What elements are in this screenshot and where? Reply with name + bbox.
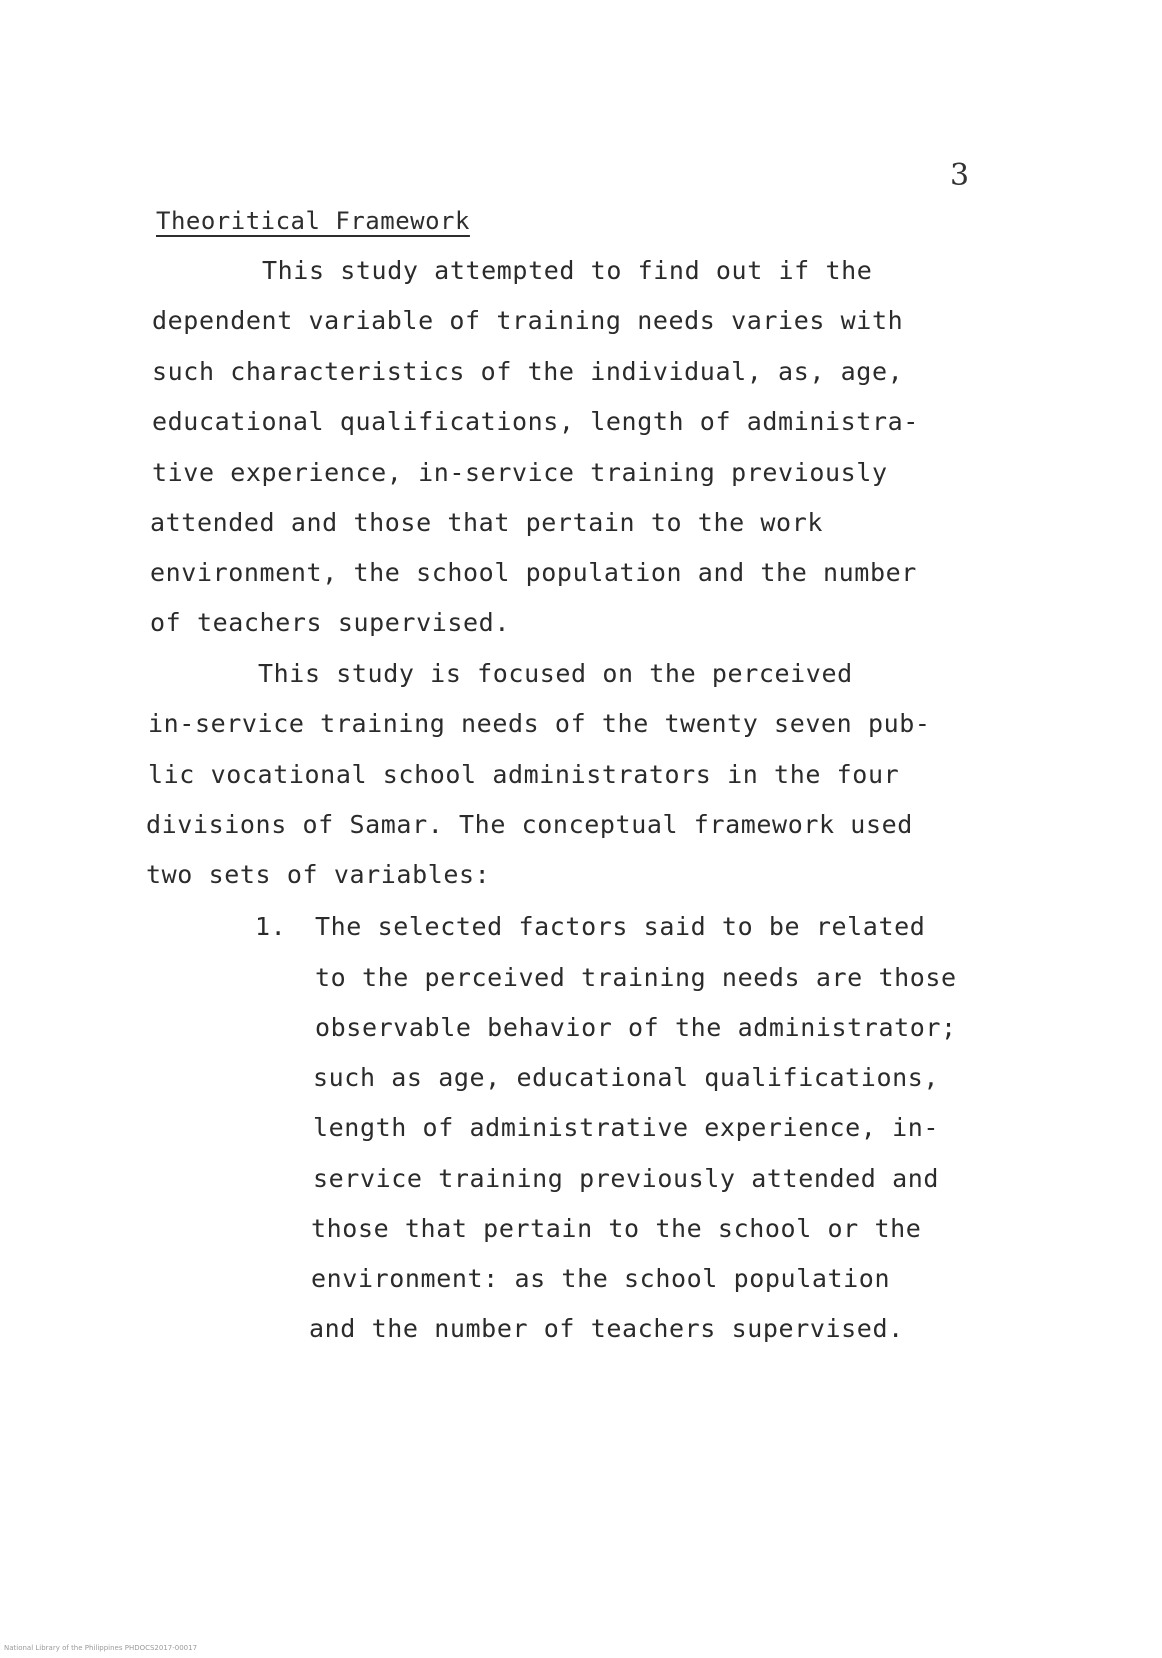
section-heading: Theoritical Framework (156, 207, 470, 235)
list-item-line: length of administrative experience, in- (313, 1113, 940, 1142)
paragraph-2-line: in-service training needs of the twenty seven pub- (148, 709, 931, 738)
paragraph-1-line: tive experience, in-service training previously (152, 458, 888, 487)
list-item-line: to the perceived training needs are those (315, 963, 957, 992)
paragraph-1-line: of teachers supervised. (150, 608, 510, 637)
list-item-line: and the number of teachers supervised. (309, 1314, 904, 1343)
page-number: 3 (950, 158, 970, 193)
list-item-line: service training previously attended and (313, 1164, 940, 1193)
paragraph-2-line: This study is focused on the perceived (258, 659, 853, 688)
list-item-marker: 1. (255, 912, 287, 941)
paragraph-1-line: This study attempted to find out if the (262, 256, 873, 285)
paragraph-1-line: attended and those that pertain to the work (150, 508, 824, 537)
list-item-line: observable behavior of the administrator; (315, 1013, 957, 1042)
footer-watermark: National Library of the Philippines PHDOCS2017-00017 (4, 1644, 198, 1652)
list-item-line: The selected factors said to be related (315, 912, 926, 941)
paragraph-2-line: lic vocational school administrators in the four (148, 760, 900, 789)
list-item-line: such as age, educational qualifications, (313, 1063, 940, 1092)
list-item-line: those that pertain to the school or the (311, 1214, 922, 1243)
paragraph-2-line: two sets of variables: (146, 860, 491, 889)
paragraph-1-line: such characteristics of the individual, as, age, (152, 357, 904, 386)
paragraph-1-line: educational qualifications, length of administra- (152, 407, 919, 436)
paragraph-1-line: environment, the school population and the number (150, 558, 917, 587)
paragraph-2-line: divisions of Samar. The conceptual framework used (146, 810, 913, 839)
list-item-line: environment: as the school population (311, 1264, 891, 1293)
paragraph-1-line: dependent variable of training needs varies with (152, 306, 904, 335)
